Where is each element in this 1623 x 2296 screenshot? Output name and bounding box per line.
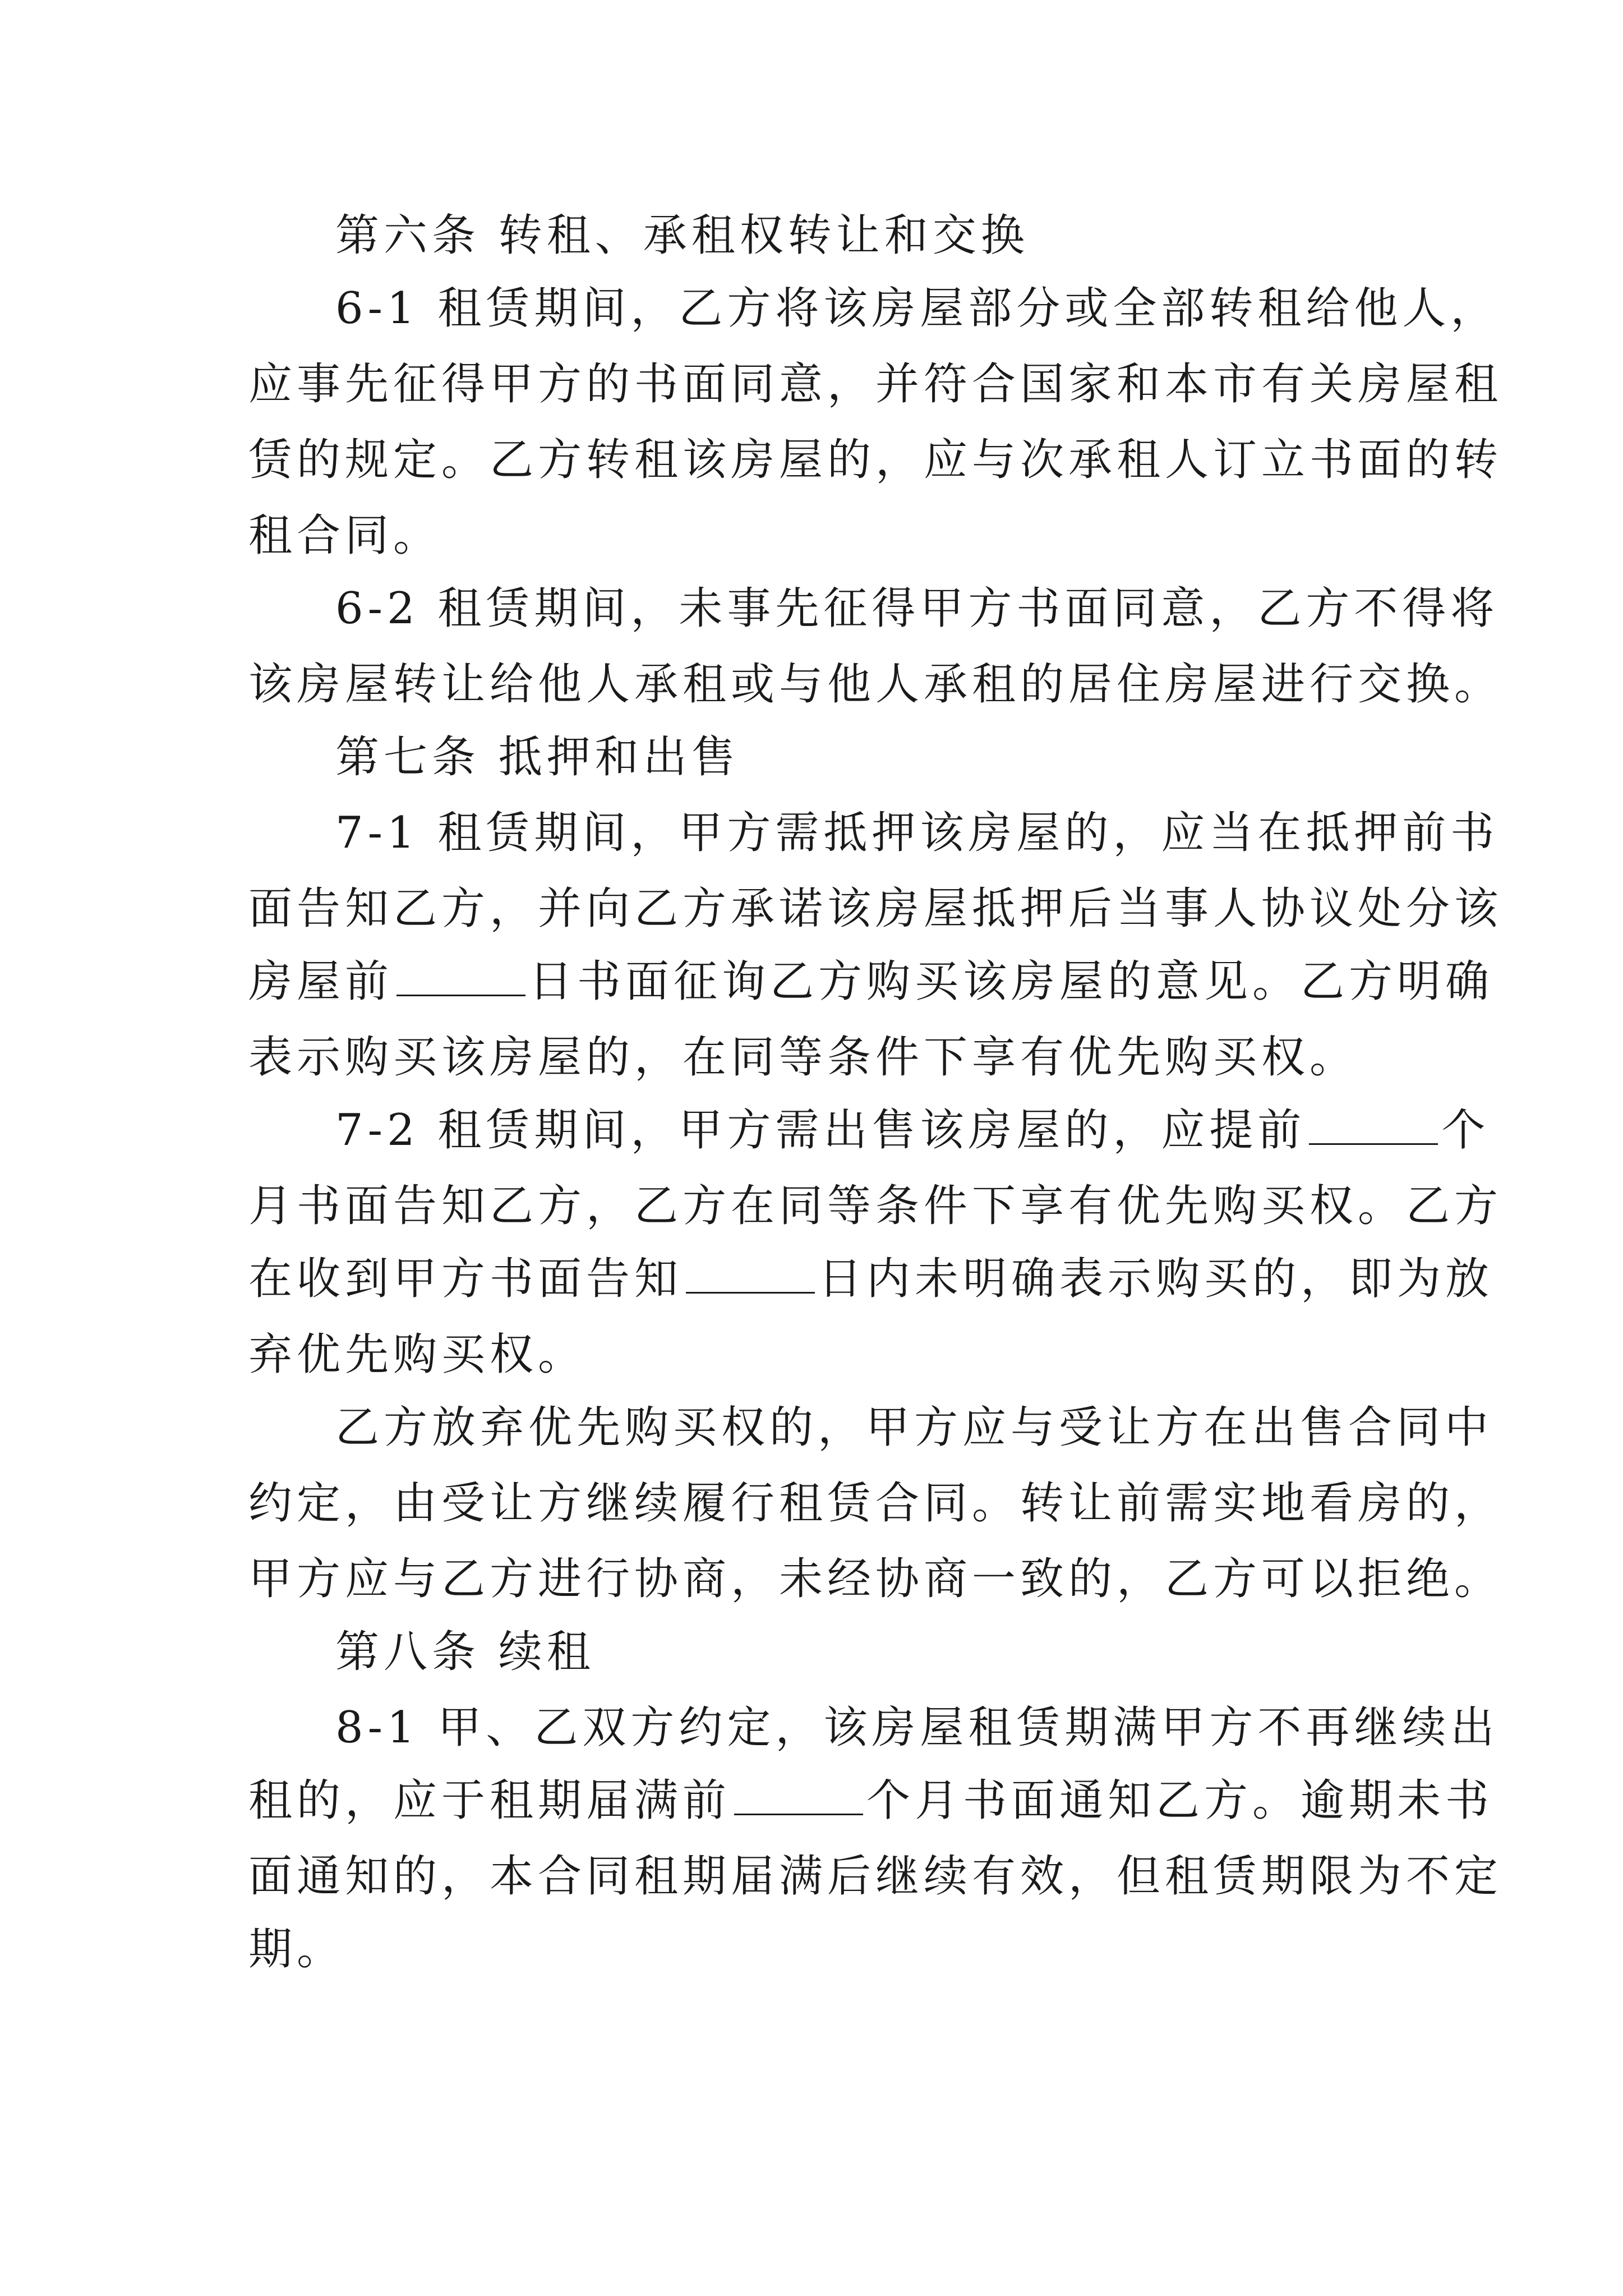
fill-in-blank-months-before-expiry[interactable] [734,1777,863,1815]
fill-in-blank-days-before-disposal[interactable] [396,958,525,996]
fill-in-blank-months-notice[interactable] [1309,1106,1438,1145]
clause-7-1-line-1: 7-1 租赁期间，甲方需抵押该房屋的，应当在抵押前书 [335,808,1499,858]
clause-7-2-line-3-text-b: 日内未明确表示购买的，即为放 [818,1254,1494,1304]
clause-7-1-line-3-text-a: 房屋前 [248,956,394,1007]
clause-6-1-line-1: 6-1 租赁期间，乙方将该房屋部分或全部转租给他人， [335,283,1499,334]
clause-7-1-line-4: 表示购买该房屋的，在同等条件下享有优先购买权。 [248,1032,1358,1083]
clause-7-2-line-4: 弃优先购买权。 [248,1329,587,1380]
clause-8-1-line-1: 8-1 甲、乙双方约定，该房屋租赁期满甲方不再继续出 [335,1703,1499,1753]
clause-6-1-line-3: 赁的规定。乙方转租该房屋的，应与次承租人订立书面的转 [248,435,1503,485]
article-8-heading: 第八条 续租 [335,1627,595,1677]
clause-8-1-line-2-text-a: 租的，应于租期届满前 [248,1775,731,1826]
clause-7-1-line-3 [248,954,1493,1010]
clause-7-2-line-1-text-b: 个 [1441,1105,1490,1156]
clause-8-1-line-2-text-b: 个月书面通知乙方。逾期未书 [866,1775,1494,1826]
clause-6-2-line-1: 6-2 租赁期间，未事先征得甲方书面同意，乙方不得将 [335,583,1499,634]
clause-6-2-line-2: 该房屋转让给他人承租或与他人承租的居住房屋进行交换。 [248,659,1503,710]
clause-7-3-line-3: 甲方应与乙方进行协商，未经协商一致的，乙方可以拒绝。 [248,1554,1503,1604]
clause-7-1-line-2: 面告知乙方，并向乙方承诺该房屋抵押后当事人协议处分该 [248,884,1503,934]
article-7-heading: 第七条 抵押和出售 [335,732,740,783]
clause-6-1-line-4: 租合同。 [248,510,442,561]
clause-7-3-line-1: 乙方放弃优先购买权的，甲方应与受让方在出售合同中 [335,1402,1493,1453]
clause-7-2-line-3 [248,1251,1493,1307]
article-6-heading: 第六条 转租、承租权转让和交换 [335,210,1029,261]
clause-8-1-line-4: 期。 [248,1924,345,1975]
clause-7-2-line-3-text-a: 在收到甲方书面告知 [248,1254,683,1304]
clause-7-1-line-3-text-b: 日书面征询乙方购买该房屋的意见。乙方明确 [529,956,1494,1007]
clause-7-2-line-1 [335,1102,1490,1158]
clause-6-1-line-2: 应事先征得甲方的书面同意，并符合国家和本市有关房屋租 [248,359,1503,409]
clause-8-1-line-2 [248,1773,1493,1829]
clause-7-2-line-1-text-a: 7-2 租赁期间，甲方需出售该房屋的，应提前 [335,1105,1306,1156]
clause-7-2-line-2: 月书面告知乙方，乙方在同等条件下享有优先购买权。乙方 [248,1181,1503,1231]
fill-in-blank-days-to-respond[interactable] [686,1255,815,1294]
clause-8-1-line-3: 面通知的，本合同租期届满后继续有效，但租赁期限为不定 [248,1851,1503,1902]
clause-7-3-line-2: 约定，由受让方继续履行租赁合同。转让前需实地看房的， [248,1478,1503,1529]
